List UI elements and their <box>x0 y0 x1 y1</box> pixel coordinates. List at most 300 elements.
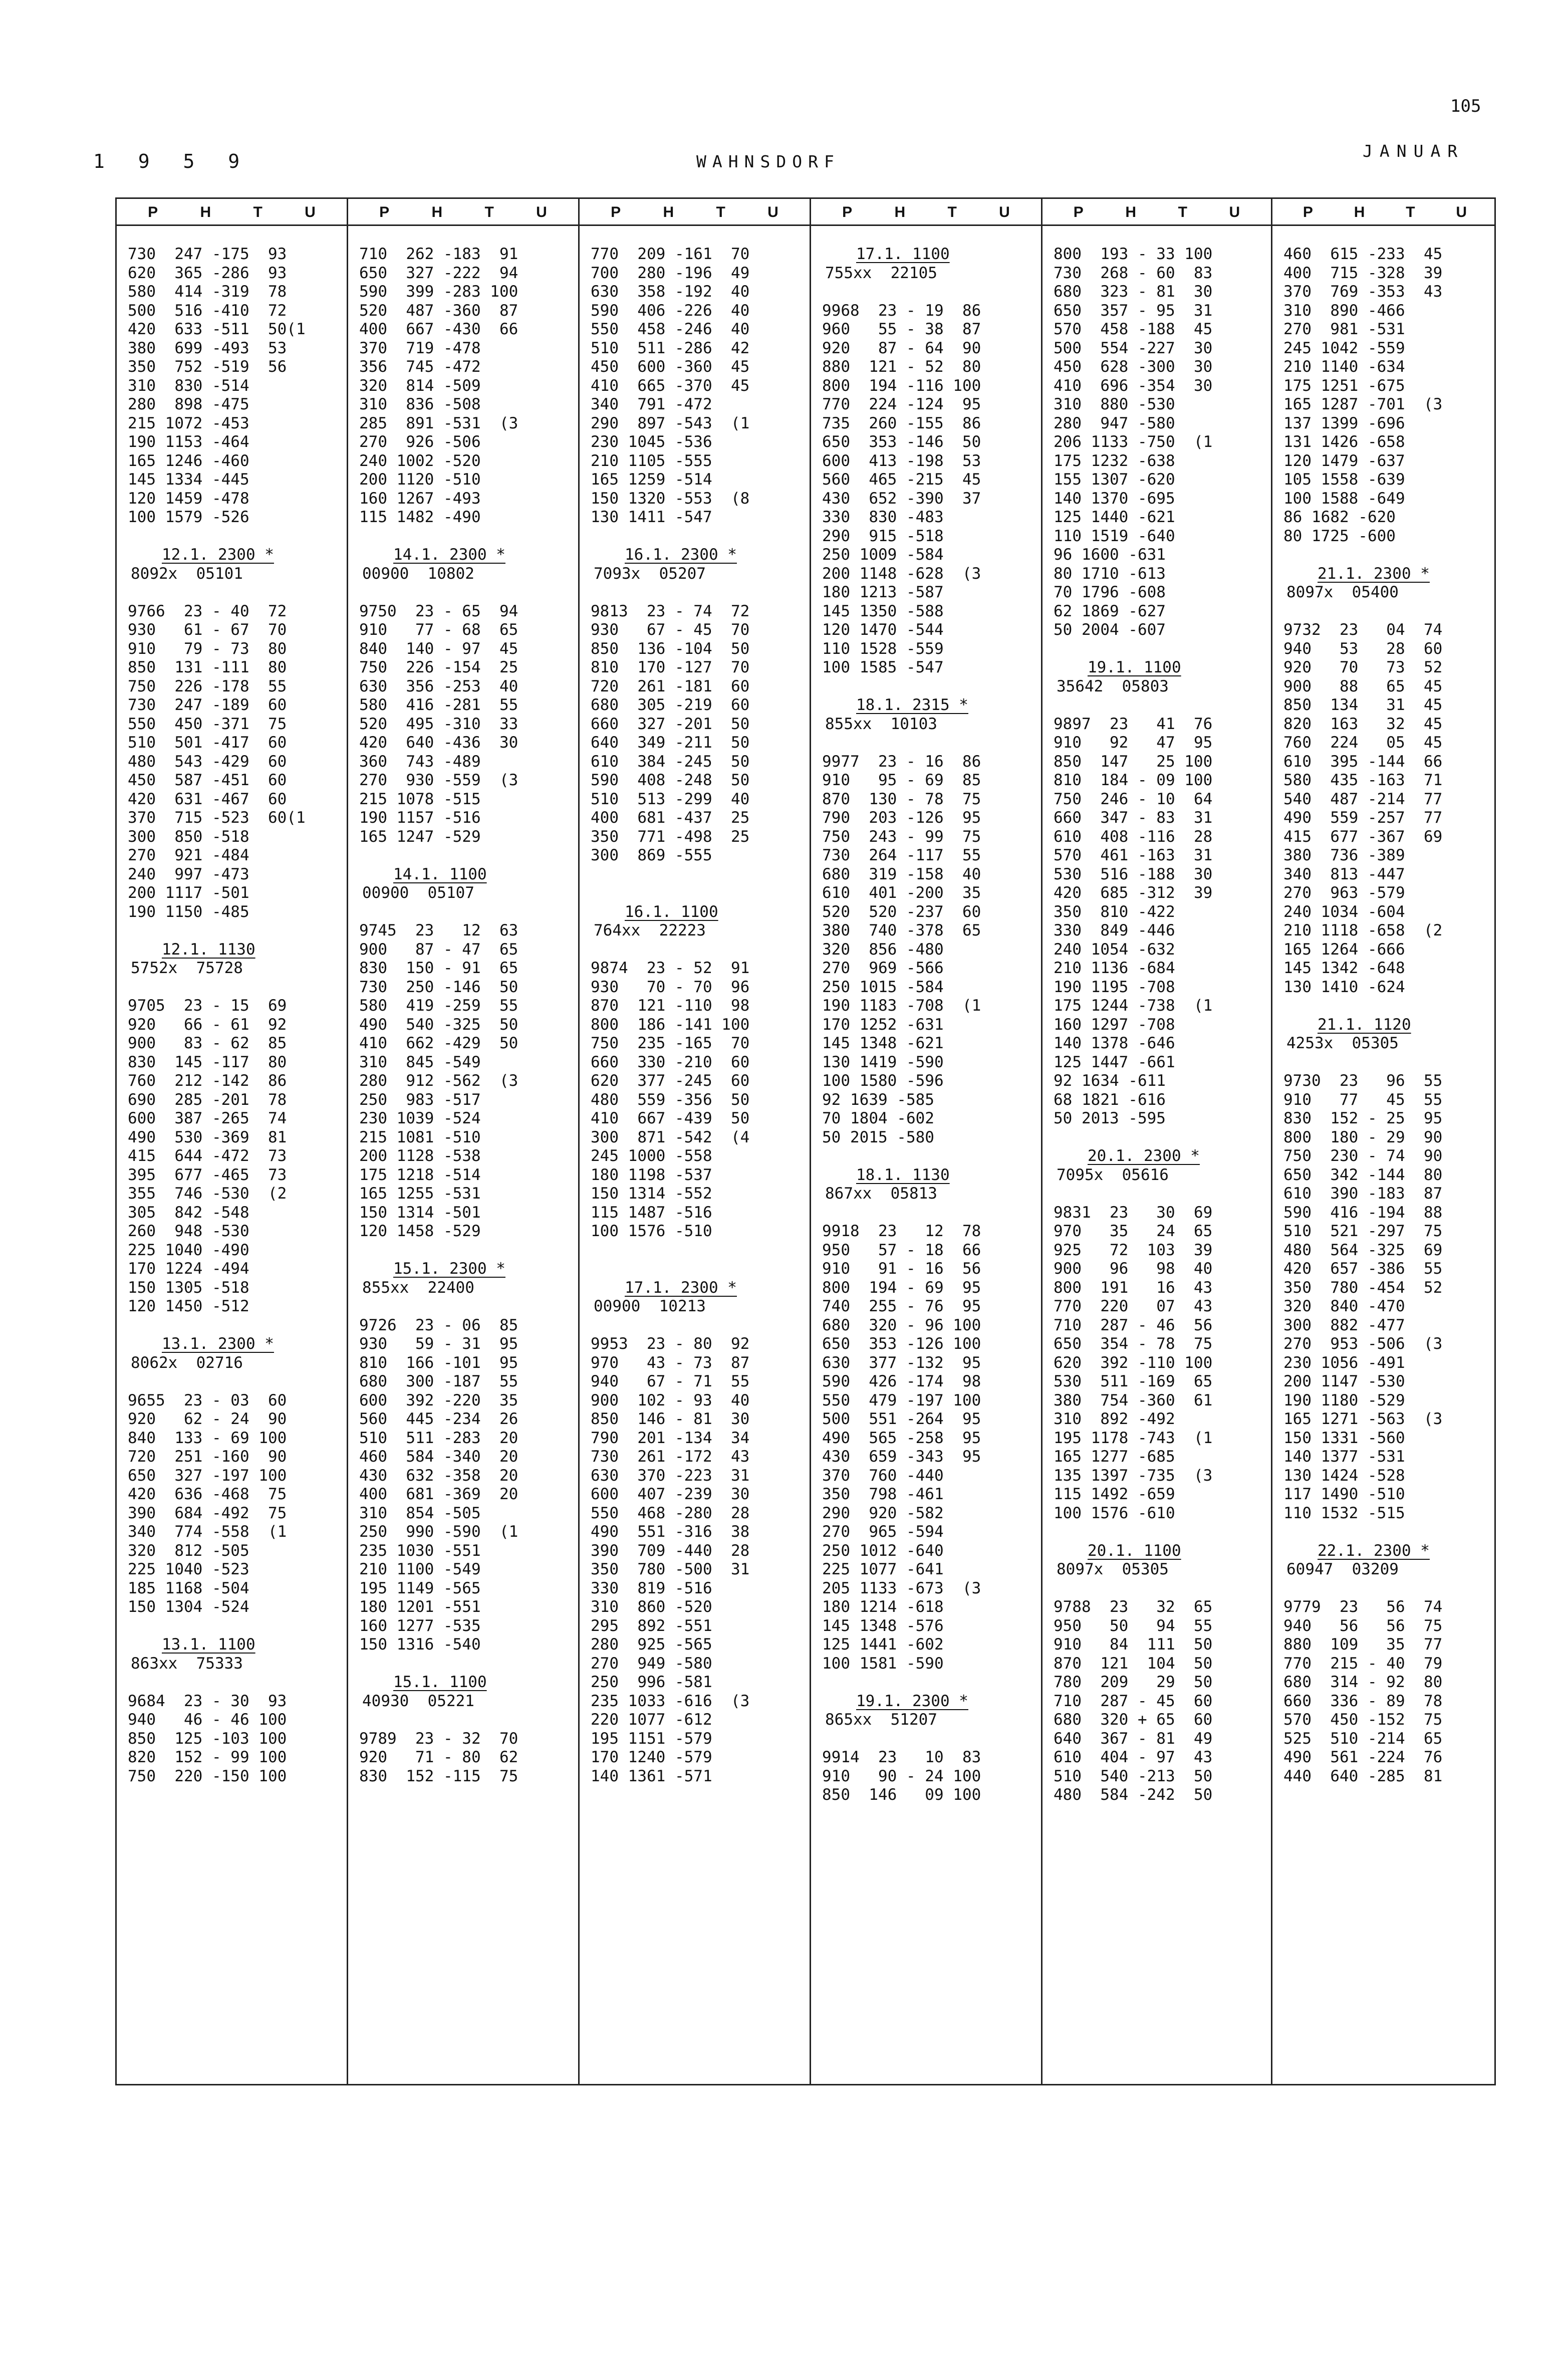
data-row: 50 2015 -580 <box>822 1128 934 1146</box>
data-row: 100 1576 -610 <box>1054 1504 1175 1522</box>
data-row: 355 746 -530 (2 <box>128 1185 287 1203</box>
data-row: 870 121 -110 98 <box>591 997 750 1015</box>
data-row: 260 948 -530 <box>128 1222 249 1240</box>
data-row: 330 819 -516 <box>591 1579 712 1597</box>
data-row: 340 813 -447 <box>1283 865 1405 883</box>
sounding-code: 8097x 05400 <box>1286 583 1399 601</box>
data-row: 400 681 -369 20 <box>359 1485 518 1503</box>
data-row: 480 564 -325 69 <box>1283 1241 1443 1259</box>
sounding-code: 867xx 05813 <box>825 1185 937 1203</box>
data-row: 250 996 -581 <box>591 1673 712 1691</box>
spacer <box>811 1147 1041 1166</box>
data-row: 450 600 -360 45 <box>591 358 750 376</box>
data-row: 9813 23 - 74 72 <box>591 602 750 620</box>
data-row: 870 130 - 78 75 <box>822 790 981 808</box>
spacer <box>348 1297 578 1316</box>
data-row: 620 365 -286 93 <box>128 264 287 282</box>
data-row: 250 983 -517 <box>359 1090 481 1109</box>
column-header-label: U <box>305 204 316 220</box>
data-row: 550 458 -246 40 <box>591 320 750 338</box>
data-row: 525 510 -214 65 <box>1283 1729 1443 1748</box>
data-row: 250 990 -590 (1 <box>359 1523 518 1541</box>
data-row: 130 1424 -528 <box>1283 1466 1405 1485</box>
sounding-date-time: 14.1. 2300 * <box>393 546 505 564</box>
data-row: 640 367 - 81 49 <box>1054 1729 1213 1748</box>
data-row: 830 145 -117 80 <box>128 1053 287 1071</box>
table-column-2 <box>348 199 580 2084</box>
data-row: 620 392 -110 100 <box>1054 1353 1213 1372</box>
column-header-label: U <box>536 204 547 220</box>
sounding-code: 855xx 10103 <box>825 715 937 733</box>
data-row: 350 752 -519 56 <box>128 358 287 376</box>
column-header-label: T <box>947 204 957 220</box>
data-row: 9968 23 - 19 86 <box>822 301 981 320</box>
data-row: 92 1634 -611 <box>1054 1072 1166 1090</box>
data-row: 900 102 - 93 40 <box>591 1391 750 1409</box>
data-row: 750 246 - 10 64 <box>1054 790 1213 808</box>
data-row: 9684 23 - 30 93 <box>128 1692 287 1710</box>
data-row: 125 1441 -602 <box>822 1635 944 1654</box>
data-row: 580 419 -259 55 <box>359 997 518 1015</box>
data-row: 790 201 -134 34 <box>591 1429 750 1447</box>
data-row: 590 406 -226 40 <box>591 301 750 320</box>
data-row: 940 56 56 75 <box>1283 1616 1443 1635</box>
data-row: 590 426 -174 98 <box>822 1372 981 1390</box>
data-row: 250 1009 -584 <box>822 546 944 564</box>
data-row: 480 559 -356 50 <box>591 1090 750 1109</box>
data-row: 940 67 - 71 55 <box>591 1372 750 1390</box>
data-row: 720 251 -160 90 <box>128 1448 287 1466</box>
spacer <box>1042 1185 1271 1204</box>
sounding-date-time: 13.1. 1100 <box>162 1635 255 1654</box>
data-row: 320 814 -509 <box>359 376 481 395</box>
spacer <box>117 921 347 940</box>
column-header <box>348 199 578 226</box>
data-row: 340 791 -472 <box>591 395 712 413</box>
data-row: 770 224 -124 95 <box>822 395 981 413</box>
data-row: 240 1034 -604 <box>1283 902 1405 921</box>
data-row: 120 1459 -478 <box>128 489 249 508</box>
data-row: 680 314 - 92 80 <box>1283 1673 1443 1691</box>
sounding-code: 5752x 75728 <box>131 959 243 977</box>
data-row: 410 662 -429 50 <box>359 1034 518 1052</box>
data-row: 570 458 -188 45 <box>1054 320 1213 338</box>
spacer <box>580 527 810 546</box>
data-row: 620 377 -245 60 <box>591 1072 750 1090</box>
column-header <box>580 199 810 226</box>
spacer <box>1272 602 1497 621</box>
column-body <box>1272 245 1497 1786</box>
data-row: 920 62 - 24 90 <box>128 1410 287 1428</box>
data-row: 630 370 -223 31 <box>591 1466 750 1485</box>
data-row: 600 407 -239 30 <box>591 1485 750 1503</box>
data-row: 130 1419 -590 <box>822 1053 944 1071</box>
data-row: 780 209 29 50 <box>1054 1673 1213 1691</box>
data-row: 310 890 -466 <box>1283 301 1405 320</box>
data-row: 290 915 -518 <box>822 527 944 545</box>
column-header-label: H <box>1125 204 1137 220</box>
data-row: 117 1490 -510 <box>1283 1485 1405 1503</box>
column-header-label: P <box>1302 204 1313 220</box>
data-row: 137 1399 -696 <box>1283 414 1405 432</box>
data-row: 730 261 -172 43 <box>591 1448 750 1466</box>
column-header-label: T <box>484 204 494 220</box>
data-row: 125 1447 -661 <box>1054 1053 1175 1071</box>
data-row: 180 1201 -551 <box>359 1598 481 1616</box>
data-row: 520 487 -360 87 <box>359 301 518 320</box>
data-row: 225 1077 -641 <box>822 1560 944 1578</box>
data-row: 92 1639 -585 <box>822 1090 934 1109</box>
sounding-date-time: 14.1. 1100 <box>393 865 487 883</box>
data-row: 100 1588 -649 <box>1283 489 1405 508</box>
data-row: 580 435 -163 71 <box>1283 771 1443 789</box>
data-row: 130 1410 -624 <box>1283 978 1405 996</box>
data-row: 240 1054 -632 <box>1054 940 1175 959</box>
data-row: 630 356 -253 40 <box>359 677 518 695</box>
data-row: 370 760 -440 <box>822 1466 944 1485</box>
data-row: 730 247 -175 93 <box>128 245 287 263</box>
data-row: 145 1350 -588 <box>822 602 944 620</box>
column-header <box>1042 199 1271 226</box>
spacer <box>1272 546 1497 565</box>
data-row: 145 1348 -576 <box>822 1616 944 1635</box>
data-row: 750 235 -165 70 <box>591 1034 750 1052</box>
data-row: 350 780 -500 31 <box>591 1560 750 1578</box>
spacer <box>117 1372 347 1391</box>
data-row: 540 487 -214 77 <box>1283 790 1443 808</box>
data-row: 820 152 - 99 100 <box>128 1748 287 1766</box>
data-row: 80 1710 -613 <box>1054 564 1166 583</box>
spacer <box>580 1316 810 1335</box>
data-row: 630 358 -192 40 <box>591 283 750 301</box>
data-row: 100 1579 -526 <box>128 508 249 526</box>
data-row: 150 1304 -524 <box>128 1598 249 1616</box>
data-row: 350 771 -498 25 <box>591 827 750 846</box>
data-row: 950 57 - 18 66 <box>822 1241 981 1259</box>
data-row: 930 67 - 45 70 <box>591 621 750 639</box>
sounding-date-time: 12.1. 2300 * <box>162 546 274 564</box>
data-row: 610 395 -144 66 <box>1283 752 1443 771</box>
spacer <box>811 1730 1041 1749</box>
data-row: 610 404 - 97 43 <box>1054 1748 1213 1766</box>
column-header-label: P <box>379 204 390 220</box>
sounding-date-time: 12.1. 1130 <box>162 940 255 959</box>
data-row: 680 323 - 81 30 <box>1054 283 1213 301</box>
data-row: 215 1078 -515 <box>359 790 481 808</box>
data-row: 680 300 -187 55 <box>359 1372 518 1390</box>
data-row: 200 1128 -538 <box>359 1147 481 1165</box>
column-header-label: H <box>894 204 906 220</box>
spacer <box>811 734 1041 753</box>
data-row: 145 1342 -648 <box>1283 959 1405 977</box>
data-row: 165 1246 -460 <box>128 451 249 470</box>
data-row: 160 1267 -493 <box>359 489 481 508</box>
data-row: 960 55 - 38 87 <box>822 320 981 338</box>
data-row: 450 587 -451 60 <box>128 771 287 789</box>
sounding-code: 60947 03209 <box>1286 1560 1399 1578</box>
spacer <box>580 583 810 602</box>
data-row: 110 1528 -559 <box>822 639 944 658</box>
data-row: 720 261 -181 60 <box>591 677 750 695</box>
data-row: 310 860 -520 <box>591 1598 712 1616</box>
data-row: 730 264 -117 55 <box>822 846 981 864</box>
data-row: 940 46 - 46 100 <box>128 1711 287 1729</box>
data-row: 810 184 - 09 100 <box>1054 771 1213 789</box>
column-header-label: T <box>1406 204 1415 220</box>
data-row: 100 1576 -510 <box>591 1222 712 1240</box>
sounding-date-time: 18.1. 1130 <box>856 1165 950 1184</box>
data-row: 310 880 -530 <box>1054 395 1175 413</box>
data-row: 300 869 -555 <box>591 846 712 864</box>
data-row: 410 665 -370 45 <box>591 376 750 395</box>
data-row: 650 353 -146 50 <box>822 433 981 451</box>
data-row: 370 715 -523 60(1 <box>128 809 306 827</box>
data-row: 770 220 07 43 <box>1054 1297 1213 1315</box>
data-row: 600 413 -198 53 <box>822 451 981 470</box>
sounding-date-time: 13.1. 2300 * <box>162 1335 274 1353</box>
data-row: 175 1251 -675 <box>1283 376 1405 395</box>
sounding-code: 4253x 05305 <box>1286 1034 1399 1052</box>
column-body <box>811 245 1041 1805</box>
column-header-label: U <box>767 204 778 220</box>
data-row: 145 1348 -621 <box>822 1034 944 1052</box>
data-row: 735 260 -155 86 <box>822 414 981 432</box>
data-row: 420 631 -467 60 <box>128 790 287 808</box>
data-row: 920 66 - 61 92 <box>128 1015 287 1034</box>
column-header-label: H <box>200 204 211 220</box>
column-header-label: P <box>611 204 621 220</box>
data-row: 840 133 - 69 100 <box>128 1429 287 1447</box>
data-row: 910 84 111 50 <box>1054 1635 1213 1654</box>
data-row: 510 540 -213 50 <box>1054 1767 1213 1785</box>
page-number: 105 <box>1450 96 1481 116</box>
spacer <box>580 940 810 960</box>
data-row: 131 1426 -658 <box>1283 433 1405 451</box>
column-header-label: P <box>842 204 853 220</box>
data-row: 62 1869 -627 <box>1054 602 1166 620</box>
sounding-table <box>115 197 1496 2085</box>
data-row: 460 584 -340 20 <box>359 1448 518 1466</box>
data-row: 190 1195 -708 <box>1054 978 1175 996</box>
data-row: 235 1030 -551 <box>359 1541 481 1560</box>
data-row: 160 1277 -535 <box>359 1616 481 1635</box>
data-row: 120 1470 -544 <box>822 621 944 639</box>
sounding-code: 764xx 22223 <box>594 921 706 939</box>
data-row: 790 203 -126 95 <box>822 809 981 827</box>
data-row: 155 1307 -620 <box>1054 470 1175 489</box>
data-row: 650 342 -144 80 <box>1283 1165 1443 1184</box>
spacer <box>117 978 347 997</box>
data-row: 510 511 -283 20 <box>359 1429 518 1447</box>
sounding-code: 8097x 05305 <box>1057 1560 1169 1578</box>
data-row: 310 836 -508 <box>359 395 481 413</box>
data-row: 490 559 -257 77 <box>1283 809 1443 827</box>
spacer <box>580 1260 810 1279</box>
spacer <box>580 884 810 903</box>
data-row: 830 152 - 25 95 <box>1283 1109 1443 1127</box>
spacer <box>1272 1579 1497 1598</box>
data-row: 170 1240 -579 <box>591 1748 712 1766</box>
data-row: 195 1151 -579 <box>591 1729 712 1748</box>
data-row: 850 147 25 100 <box>1054 752 1213 771</box>
sounding-code: 00900 05107 <box>362 884 474 902</box>
data-row: 9831 23 30 69 <box>1054 1203 1213 1222</box>
data-row: 930 59 - 31 95 <box>359 1335 518 1353</box>
data-row: 580 414 -319 78 <box>128 283 287 301</box>
sounding-code: 00900 10802 <box>362 564 474 583</box>
spacer <box>1272 1053 1497 1072</box>
data-row: 350 798 -461 <box>822 1485 944 1503</box>
sounding-code: 00900 10213 <box>594 1297 706 1315</box>
sounding-date-time: 18.1. 2315 * <box>856 696 968 714</box>
data-row: 210 1100 -549 <box>359 1560 481 1578</box>
data-row: 270 921 -484 <box>128 846 249 864</box>
data-row: 970 43 - 73 87 <box>591 1353 750 1372</box>
data-row: 180 1213 -587 <box>822 583 944 601</box>
data-row: 560 465 -215 45 <box>822 470 981 489</box>
data-row: 235 1033 -616 (3 <box>591 1692 750 1710</box>
data-row: 690 285 -201 78 <box>128 1090 287 1109</box>
column-body <box>117 245 347 1786</box>
data-row: 850 146 - 81 30 <box>591 1410 750 1428</box>
data-row: 195 1149 -565 <box>359 1579 481 1597</box>
data-row: 140 1361 -571 <box>591 1767 712 1785</box>
data-row: 9914 23 10 83 <box>822 1748 981 1766</box>
data-row: 930 70 - 70 96 <box>591 978 750 996</box>
data-row: 460 615 -233 45 <box>1283 245 1443 263</box>
data-row: 9705 23 - 15 69 <box>128 997 287 1015</box>
data-row: 610 390 -183 87 <box>1283 1185 1443 1203</box>
data-row: 110 1519 -640 <box>1054 527 1175 545</box>
spacer <box>811 283 1041 302</box>
column-header <box>1272 199 1497 226</box>
month-label: JANUAR <box>1363 141 1465 161</box>
data-row: 320 812 -505 <box>128 1541 249 1560</box>
data-row: 800 193 - 33 100 <box>1054 245 1213 263</box>
spacer <box>1042 696 1271 715</box>
data-row: 510 521 -297 75 <box>1283 1222 1443 1240</box>
data-row: 750 243 - 99 75 <box>822 827 981 846</box>
data-row: 115 1492 -659 <box>1054 1485 1175 1503</box>
data-row: 140 1377 -531 <box>1283 1448 1405 1466</box>
data-row: 280 947 -580 <box>1054 414 1175 432</box>
data-row: 210 1136 -684 <box>1054 959 1175 977</box>
spacer <box>1042 1579 1271 1598</box>
data-row: 320 856 -480 <box>822 940 944 959</box>
data-row: 740 255 - 76 95 <box>822 1297 981 1315</box>
data-row: 900 96 98 40 <box>1054 1260 1213 1278</box>
data-row: 770 209 -161 70 <box>591 245 750 263</box>
column-body <box>580 245 810 1786</box>
data-row: 290 897 -543 (1 <box>591 414 750 432</box>
data-row: 910 90 - 24 100 <box>822 1767 981 1785</box>
data-row: 500 516 -410 72 <box>128 301 287 320</box>
data-row: 206 1133 -750 (1 <box>1054 433 1213 451</box>
data-row: 230 1039 -524 <box>359 1109 481 1127</box>
data-row: 115 1482 -490 <box>359 508 481 526</box>
data-row: 285 891 -531 (3 <box>359 414 518 432</box>
data-row: 165 1259 -514 <box>591 470 712 489</box>
data-row: 9779 23 56 74 <box>1283 1598 1443 1616</box>
sounding-code: 8062x 02716 <box>131 1353 243 1372</box>
data-row: 9977 23 - 16 86 <box>822 752 981 771</box>
column-header-label: T <box>253 204 263 220</box>
data-row: 100 1580 -596 <box>822 1072 944 1090</box>
data-row: 50 2013 -595 <box>1054 1109 1166 1127</box>
data-row: 115 1487 -516 <box>591 1203 712 1222</box>
column-header-label: U <box>1456 204 1467 220</box>
data-row: 160 1297 -708 <box>1054 1015 1175 1034</box>
data-row: 270 930 -559 (3 <box>359 771 518 789</box>
data-row: 660 336 - 89 78 <box>1283 1692 1443 1710</box>
data-row: 910 77 45 55 <box>1283 1090 1443 1109</box>
data-row: 820 163 32 45 <box>1283 715 1443 733</box>
data-row: 70 1804 -602 <box>822 1109 934 1127</box>
data-row: 920 71 - 80 62 <box>359 1748 518 1766</box>
data-row: 250 1012 -640 <box>822 1541 944 1560</box>
data-row: 330 830 -483 <box>822 508 944 526</box>
data-row: 310 830 -514 <box>128 376 249 395</box>
sounding-code: 35642 05803 <box>1057 677 1169 695</box>
data-row: 900 88 65 45 <box>1283 677 1443 695</box>
data-row: 590 399 -283 100 <box>359 283 518 301</box>
data-row: 330 849 -446 <box>1054 921 1175 939</box>
spacer <box>811 1204 1041 1223</box>
data-row: 210 1140 -634 <box>1283 358 1405 376</box>
data-row: 710 287 - 45 60 <box>1054 1692 1213 1710</box>
sounding-code: 865xx 51207 <box>825 1711 937 1729</box>
spacer <box>1042 640 1271 659</box>
data-row: 195 1178 -743 (1 <box>1054 1429 1213 1447</box>
data-row: 800 194 -116 100 <box>822 376 981 395</box>
data-row: 440 640 -285 81 <box>1283 1767 1443 1785</box>
data-row: 210 1118 -658 (2 <box>1283 921 1443 939</box>
data-row: 420 657 -386 55 <box>1283 1260 1443 1278</box>
data-row: 9788 23 32 65 <box>1054 1598 1213 1616</box>
column-header-label: H <box>431 204 443 220</box>
spacer <box>1272 1523 1497 1542</box>
data-row: 165 1277 -685 <box>1054 1448 1175 1466</box>
data-row: 370 769 -353 43 <box>1283 283 1443 301</box>
column-body <box>348 245 578 1786</box>
data-row: 300 882 -477 <box>1283 1316 1405 1334</box>
data-row: 150 1305 -518 <box>128 1278 249 1297</box>
data-row: 270 926 -506 <box>359 433 481 451</box>
data-row: 930 61 - 67 70 <box>128 621 287 639</box>
data-row: 9730 23 96 55 <box>1283 1072 1443 1090</box>
data-row: 100 1581 -590 <box>822 1654 944 1673</box>
data-row: 225 1040 -490 <box>128 1241 249 1259</box>
data-row: 430 632 -358 20 <box>359 1466 518 1485</box>
data-row: 190 1183 -708 (1 <box>822 997 981 1015</box>
data-row: 280 925 -565 <box>591 1635 712 1654</box>
data-row: 165 1271 -563 (3 <box>1283 1410 1443 1428</box>
data-row: 730 250 -146 50 <box>359 978 518 996</box>
data-row: 165 1247 -529 <box>359 827 481 846</box>
data-row: 200 1117 -501 <box>128 884 249 902</box>
sounding-code: 8092x 05101 <box>131 564 243 583</box>
data-row: 190 1153 -464 <box>128 433 249 451</box>
data-row: 520 495 -310 33 <box>359 715 518 733</box>
data-row: 175 1218 -514 <box>359 1165 481 1184</box>
data-row: 370 719 -478 <box>359 339 481 357</box>
data-row: 600 387 -265 74 <box>128 1109 287 1127</box>
spacer <box>580 1241 810 1260</box>
data-row: 925 72 103 39 <box>1054 1241 1213 1259</box>
sounding-date-time: 21.1. 1120 <box>1318 1015 1411 1034</box>
data-row: 630 377 -132 95 <box>822 1353 981 1372</box>
spacer <box>811 677 1041 696</box>
